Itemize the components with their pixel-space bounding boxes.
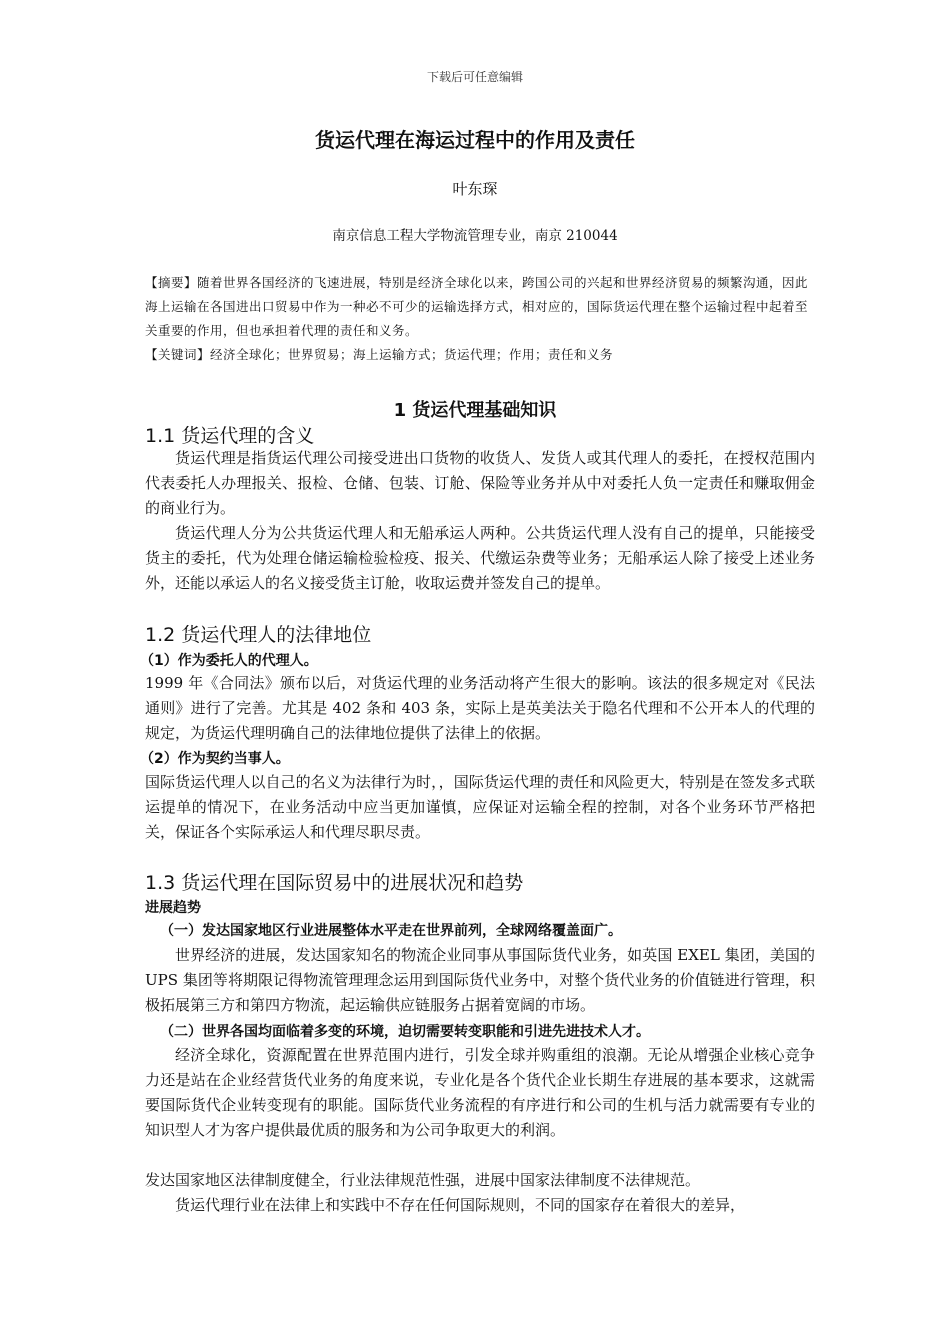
author-name: 叶东琛 <box>452 180 498 198</box>
abstract-block <box>145 271 815 367</box>
subheading-1-3-2: （二）世界各国均面临着多变的环境，迫切需要转变职能和引进先进技术人才。 <box>160 1024 650 1040</box>
paragraph-1-3-b: 经济全球化，资源配置在世界范围内进行，引发全球并购重组的浪潮。无论从增强企业核心竞争力还是站在企业经营货代业务的角度来说，专业化是各个货代企业长期生存进展的基本要求，这就需要国际货代企业转变现有的职能。国际货代业务流程的有序进行和公司的生机与活力就需要有专业的知识型人才为客户提供最优质的服务和为公司争取更大的利润。 <box>145 1046 815 1139</box>
paragraph-1-1-a: 货运代理是指货运代理公司接受进出口货物的收货人、发货人或其代理人的委托，在授权范围内代表委托人办理报关、报检、仓储、包装、订舱、保险等业务并从中对委托人负一定责任和赚取佣金的商业行为。 <box>145 449 815 517</box>
paragraph-1-2-b: 国际货运代理人以自己的名义为法律行为时，，国际货运代理的责任和风险更大，特别是在签发多式联运提单的情况下，在业务活动中应当更加谨慎，应保证对运输全程的控制，对各个业务环节严格把关，保证各个实际承运人和代理尽职尽责。 <box>145 773 815 841</box>
subheading-1-2-2: （2）作为契约当事人。 <box>140 751 290 767</box>
heading-1-1: 1.1 货运代理的含义 <box>145 425 315 447</box>
paragraph-1-2-a: 1999 年《合同法》颁布以后，对货运代理的业务活动将产生很大的影响。该法的很多规定对《民法通则》进行了完善。尤其是 402 条和 403 条，实际上是英美法关于隐名代理和不公开本人的代理的规定，为货运代理明确自己的法律地位提供了法律上的依据。 <box>145 674 815 742</box>
paragraph-1-1-b: 货运代理人分为公共货运代理人和无船承运人两种。公共货运代理人没有自己的提单，只能接受货主的委托，代为处理仓储运输检验检疫、报关、代缴运杂费等业务；无船承运人除了接受上述业务外，还能以承运人的名义接受货主订舱，收取运费并签发自己的提单。 <box>145 524 815 592</box>
author-affiliation: 南京信息工程大学物流管理专业，南京 210044 <box>332 228 618 244</box>
trend-label: 进展趋势 <box>145 900 201 916</box>
section-1-title: 1 货运代理基础知识 <box>393 400 557 421</box>
abstract-text: 【摘要】随着世界各国经济的飞速进展，特别是经济全球化以来，跨国公司的兴起和世界经济贸易的频繁沟通，因此海上运输在各国进出口贸易中作为一种必不可少的运输选择方式，相对应的，国际货运代理在整个运输过程中起着至关重要的作用，但也承担着代理的责任和义务。 <box>145 275 809 338</box>
paragraph-1-3-d: 货运代理行业在法律上和实践中不存在任何国际规则，不同的国家存在着很大的差异， <box>175 1196 746 1214</box>
paper-title: 货运代理在海运过程中的作用及责任 <box>315 128 635 152</box>
paragraph-1-3-c: 发达国家地区法律制度健全，行业法律规范性强，进展中国家法律制度不法律规范。 <box>145 1171 701 1189</box>
header-note: 下载后可任意编辑 <box>426 70 523 84</box>
subheading-1-2-1: （1）作为委托人的代理人。 <box>140 653 318 669</box>
subheading-1-3-1: （一）发达国家地区行业进展整体水平走在世界前列，全球网络覆盖面广。 <box>160 923 622 939</box>
heading-1-3: 1.3 货运代理在国际贸易中的进展状况和趋势 <box>145 872 524 894</box>
keywords-line: 【关键词】经济全球化；世界贸易；海上运输方式；货运代理；作用；责任和义务 <box>145 347 614 362</box>
paragraph-1-3-a: 世界经济的进展，发达国家知名的物流企业同事从事国际货代业务，如英国 EXEL 集团，美国的 UPS 集团等将期限记得物流管理理念运用到国际货代业务中，对整个货代业务的价值链进行管理，积极拓展第三方和第四方物流，起运输供应链服务占据着宽阔的市场。 <box>145 946 815 1014</box>
heading-1-2: 1.2 货运代理人的法律地位 <box>145 624 372 646</box>
